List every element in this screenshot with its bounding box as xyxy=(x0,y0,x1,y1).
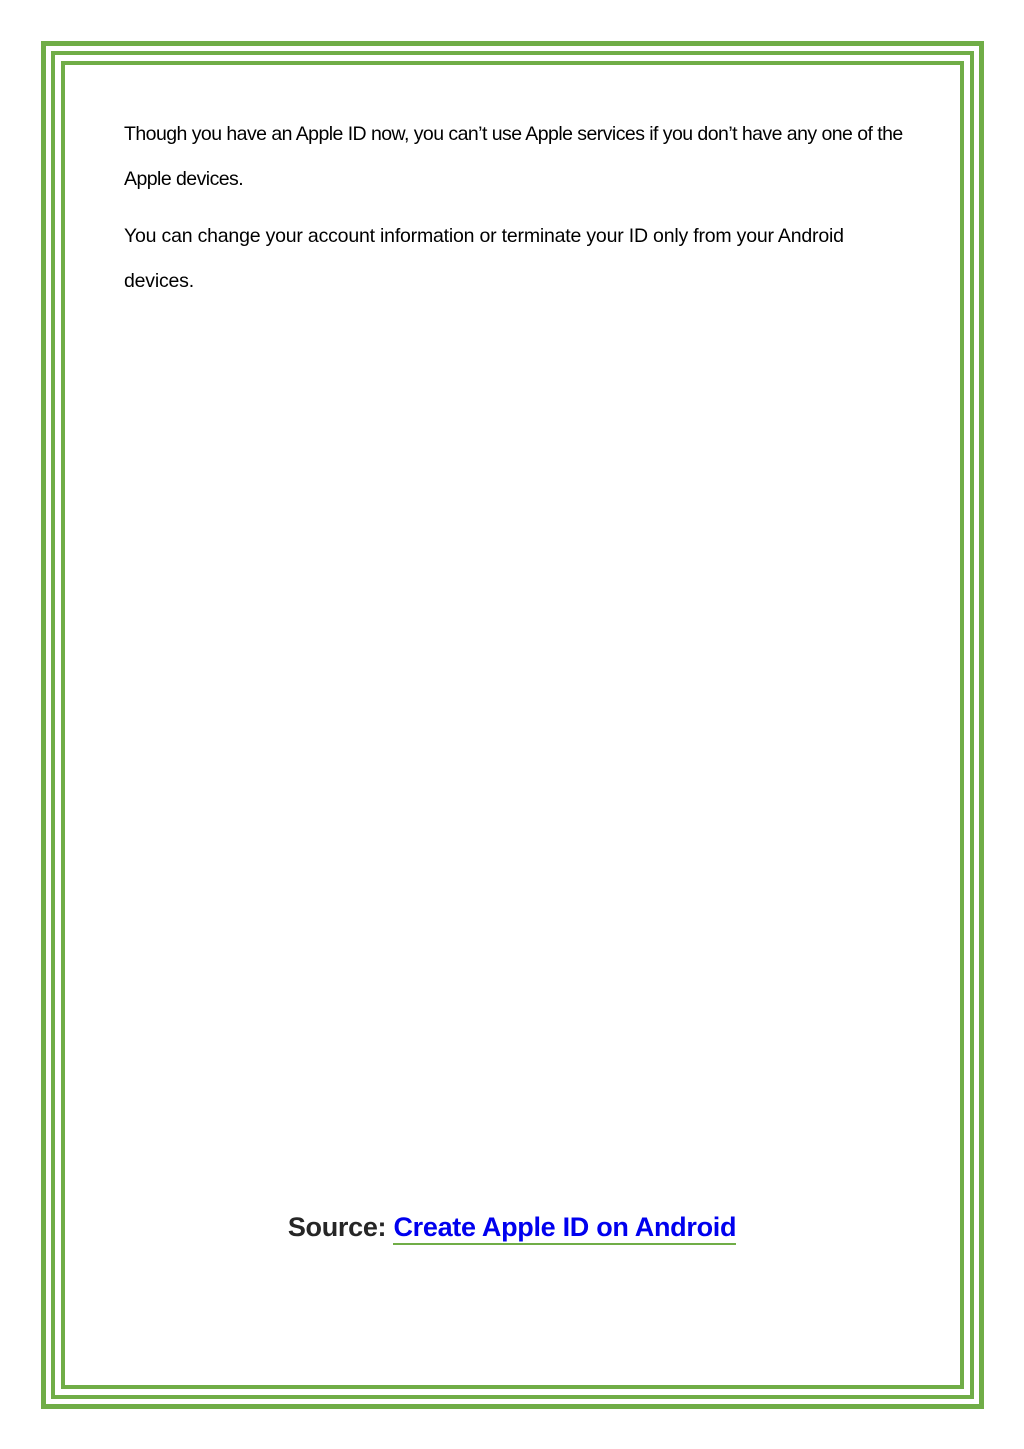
source-label: Source: xyxy=(287,1212,394,1242)
body-text xyxy=(124,112,904,316)
paragraph-apple-services: Though you have an Apple ID now, you can’t use Apple services if you don’t have any one of the Apple devices. xyxy=(124,123,903,190)
source-citation xyxy=(0,1212,1024,1243)
paragraph-account-information: You can change your account information or terminate your ID only from your Android devices. xyxy=(124,225,844,292)
source-link[interactable]: Create Apple ID on Android xyxy=(393,1212,736,1245)
